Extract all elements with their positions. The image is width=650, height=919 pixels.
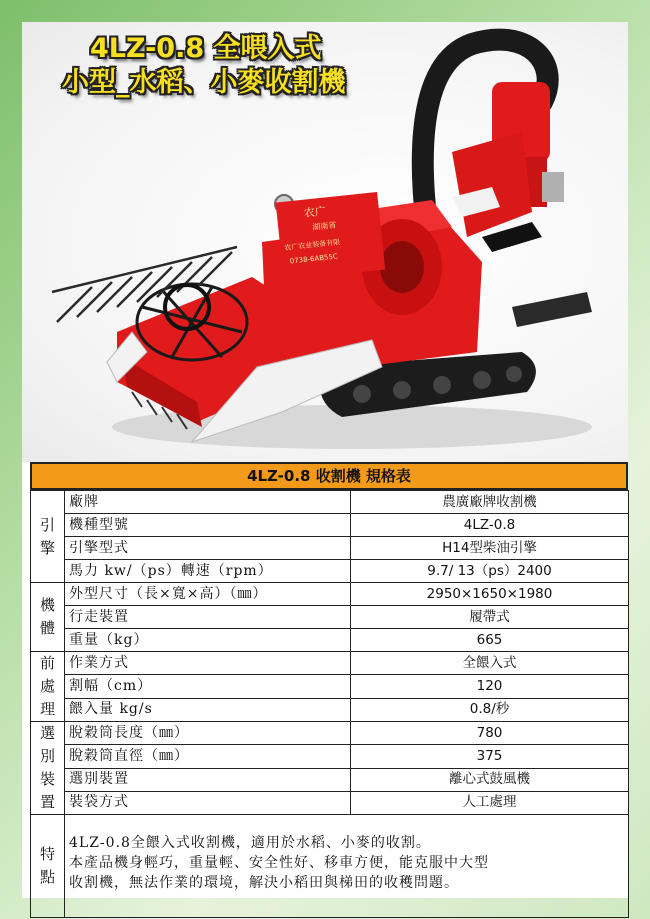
row-value: 離心式鼓風機 bbox=[351, 768, 629, 791]
row-label: 脫穀筒長度（㎜） bbox=[65, 722, 351, 745]
table-row bbox=[31, 514, 629, 537]
features-row bbox=[31, 829, 629, 918]
row-label: 裝袋方式 bbox=[65, 791, 351, 814]
row-label: 作業方式 bbox=[65, 652, 351, 675]
row-value: 2950×1650×1980 bbox=[351, 583, 629, 606]
row-value: 375 bbox=[351, 745, 629, 768]
table-row bbox=[31, 537, 629, 560]
row-label: 脫穀筒直徑（㎜） bbox=[65, 745, 351, 768]
group-label-features bbox=[31, 815, 65, 918]
product-title bbox=[62, 32, 346, 100]
row-label: 重量（kg） bbox=[65, 629, 351, 652]
row-label: 割幅（cm） bbox=[65, 675, 351, 698]
row-value: 4LZ-0.8 bbox=[351, 514, 629, 537]
row-label: 選別裝置 bbox=[65, 768, 351, 791]
table-row bbox=[31, 629, 629, 652]
group-label-preprocessing bbox=[31, 652, 65, 722]
table-spacer-row bbox=[31, 815, 629, 830]
group-label-engine bbox=[31, 491, 65, 583]
row-label: 引擎型式 bbox=[65, 537, 351, 560]
machine-maker-text: 农广农业装备有限 bbox=[283, 238, 341, 252]
table-row bbox=[31, 560, 629, 583]
table-row bbox=[31, 698, 629, 721]
machine-brand-text: 农广 bbox=[303, 204, 327, 220]
machine-phone-text: 0738-6AB55C bbox=[289, 252, 339, 266]
table-row bbox=[31, 606, 629, 629]
table-row bbox=[31, 583, 629, 606]
row-value: 農廣廠牌收割機 bbox=[351, 491, 629, 514]
row-value: 人工處理 bbox=[351, 791, 629, 814]
row-value: 0.8/秒 bbox=[351, 698, 629, 721]
spec-table bbox=[30, 490, 629, 918]
table-row bbox=[31, 675, 629, 698]
features-line-2: 本產品機身輕巧，重量輕、安全性好、移車方便，能克服中大型 bbox=[69, 855, 489, 871]
table-row bbox=[31, 722, 629, 745]
title-line-1: 4LZ-0.8 全喂入式 bbox=[90, 33, 322, 64]
product-sheet bbox=[22, 22, 628, 898]
group-label-body bbox=[31, 583, 65, 652]
table-row bbox=[31, 652, 629, 675]
row-label: 廠牌 bbox=[65, 491, 351, 514]
group-label-text: 前 處 理 bbox=[39, 654, 55, 718]
group-label-text: 引 擎 bbox=[39, 515, 55, 557]
row-label: 餵入量 kg/s bbox=[65, 698, 351, 721]
row-value: H14型柴油引擎 bbox=[351, 537, 629, 560]
table-row bbox=[31, 745, 629, 768]
machine-region-text: 湖南省 bbox=[311, 220, 337, 232]
title-line-2: 小型_水稻、小麥收割機 bbox=[62, 67, 346, 98]
row-value: 履帶式 bbox=[351, 606, 629, 629]
features-line-3: 收割機，無法作業的環境，解決小稻田與梯田的收穫問題。 bbox=[69, 875, 459, 891]
row-label: 外型尺寸（長×寬×高）（㎜） bbox=[65, 583, 351, 606]
table-row bbox=[31, 768, 629, 791]
table-row bbox=[31, 791, 629, 814]
row-value: 9.7/ 13（ps）2400 bbox=[351, 560, 629, 583]
group-label-text: 特 點 bbox=[39, 845, 55, 886]
row-label: 行走裝置 bbox=[65, 606, 351, 629]
features-text bbox=[65, 829, 629, 918]
row-label: 馬力 kw/（ps）轉速（rpm） bbox=[65, 560, 351, 583]
spacer-cell bbox=[65, 815, 629, 830]
product-photo bbox=[22, 22, 628, 462]
features-line-1: 4LZ-0.8全餵入式收割機，適用於水稻、小麥的收割。 bbox=[69, 835, 431, 851]
group-label-text: 選 別 裝 置 bbox=[39, 724, 55, 811]
row-label: 機種型號 bbox=[65, 514, 351, 537]
row-value: 全餵入式 bbox=[351, 652, 629, 675]
group-label-sorting bbox=[31, 722, 65, 815]
row-value: 665 bbox=[351, 629, 629, 652]
spec-table-header: 4LZ-0.8 收割機 規格表 bbox=[30, 462, 628, 490]
group-label-text: 機 體 bbox=[39, 596, 55, 637]
row-value: 120 bbox=[351, 675, 629, 698]
row-value: 780 bbox=[351, 722, 629, 745]
table-row bbox=[31, 491, 629, 514]
